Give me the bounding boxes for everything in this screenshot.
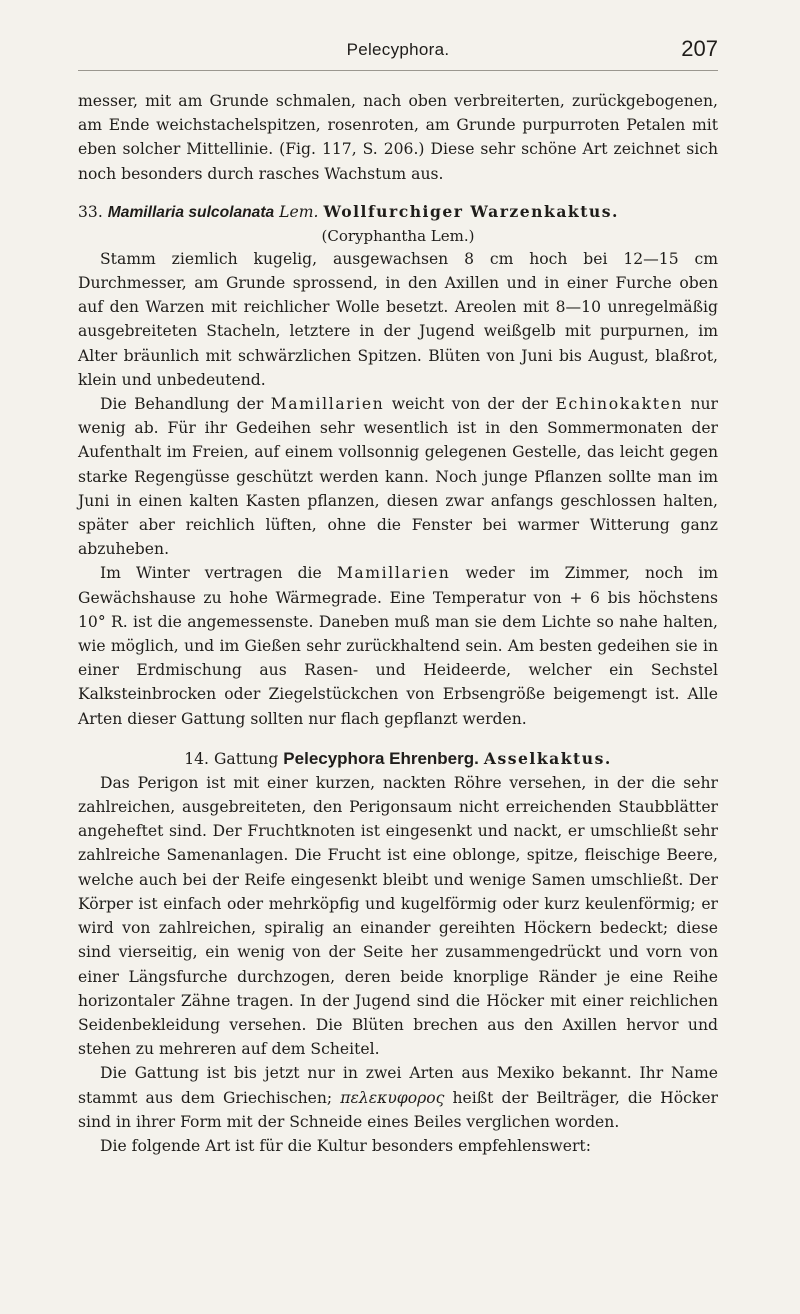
species-common-name: Wollfurchiger Warzenkaktus. [323,201,619,221]
care-term-echinokakten: Echinokakten [555,395,684,414]
winter-term-mamillarien: Mamillarien [336,564,451,583]
etymology-lead: Die Gattung ist bis jetzt nur in zwei Arten aus Mexiko bekannt. Ihr Name stammt aus dem Griechischen; [78,1064,718,1107]
genus-number: 14. [184,749,209,768]
genus-common-name: Asselkaktus. [483,748,612,768]
page-header [78,36,718,71]
genus-etymology [78,1061,718,1134]
care-text: nur wenig ab. Für ihr Gedeihen sehr wesentlich ist in den Sommermonaten der Aufenthalt im Freien, auf einem vollsonnig gelegenen Gestelle, das leicht gegen starke Regengüsse geschützt werden kann. Noch junge Pflanzen sollte man im Juni in einen kalten Kasten pflanzen, diesen zwar anfangs geschlossen halten, später aber reichlich lüften, ohne die Fenster bei warmer Witterung ganz abzuheben. [78,395,718,559]
care-term-mamillarien: Mamillarien [270,395,385,414]
species-number: 33. [78,202,103,221]
care-mid: weicht von der der [391,395,549,414]
care-lead: Die Behandlung der [100,395,264,414]
species-latin-name: Mamillaria sulcolanata [107,203,275,221]
genus-name: Pelecyphora Ehrenberg. [283,748,479,768]
intro-paragraph: messer, mit am Grunde schmalen, nach oben verbreiterten, zurückgebogenen, am Ende weichstachelspitzen, rosenroten, am Grunde purpurroten Petalen mit eben solcher Mittellinie. (Fig. 117, S. 206.) Diese sehr schöne Art zeichnet sich noch besonders durch rasches Wachstum aus. [78,92,718,183]
winter-text: weder im Zimmer, noch im Gewächshause zu hohe Wärmegrade. Eine Temperatur von + 6 bis höchstens 10° R. ist die angemessenste. Daneben muß man sie dem Lichte so nahe halten, wie möglich, und im Gießen sehr zurückhaltend sein. Am besten gedeihen sie in einer Erdmischung aus Rasen- und Heideerde, welcher ein Sechstel Kalksteinbrocken oder Ziegelstückchen von Erbsengröße beigemengt ist. Alle Arten dieser Gattung sollten nur flach gepflanzt werden. [78,564,718,728]
page-number: 207 [681,36,718,61]
species-heading [78,200,718,225]
etymology-tail: heißt der Beilträger, die Höcker sind in ihrer Form mit der Schneide eines Beiles verglichen worden. [78,1088,718,1131]
genus-heading [78,747,718,771]
species-author: Lem. [279,202,319,221]
etymology-greek: πελεκυφορος [340,1088,445,1107]
species-description: Stamm ziemlich kugelig, ausgewachsen 8 cm hoch bei 12—15 cm Durchmesser, am Grunde sprossend, in den Axillen und in einer Furche oben auf den Warzen mit reichlicher Wolle besetzt. Areolen mit 8—10 unregelmäßig ausgebreiteten Stacheln, letztere in der Jugend weißgelb mit purpurnen, im Alter bräunlich mit schwärzlichen Spitzen. Blüten von Juni bis August, blaßrot, klein und unbedeutend. [78,249,718,389]
genus-recommendation: Die folgende Art ist für die Kultur besonders empfehlenswert: [100,1136,591,1155]
winter-paragraph [78,561,718,730]
genus-description: Das Perigon ist mit einer kurzen, nackten Röhre versehen, in der die sehr zahlreichen, ausgebreiteten, den Perigonsaum nicht erreichenden Staubblätter angeheftet sind. Der Fruchtknoten ist eingesenkt und nackt, er umschließt sehr zahlreiche Samenanlagen. Die Frucht ist eine oblonge, spitze, fleischige Beere, welche auch bei der Reife eingesenkt bleibt und wenige Samen umschließt. Der Körper ist einfach oder mehrköpfig und kugelförmig oder kurz keulenförmig; er wird von zahlreichen, spiralig an einander gereihten Höckern bedeckt; diese sind vierseitig, ein wenig von der Seite her zusammengedrückt und vorn von einer Längsfurche durchzogen, deren beide knorplige Ränder je eine Reihe horizontaler Zähne tragen. In der Jugend sind die Höcker mit einer reichlichen Seidenbekleidung versehen. Die Blüten brechen aus den Axillen hervor und stehen zu mehreren auf dem Scheitel. [78,773,718,1059]
care-paragraph [78,392,718,561]
running-title: Pelecyphora. [346,40,450,59]
genus-label: Gattung [213,749,279,768]
species-synonym: (Coryphantha Lem.) [321,226,475,245]
winter-lead: Im Winter vertragen die [100,564,322,583]
